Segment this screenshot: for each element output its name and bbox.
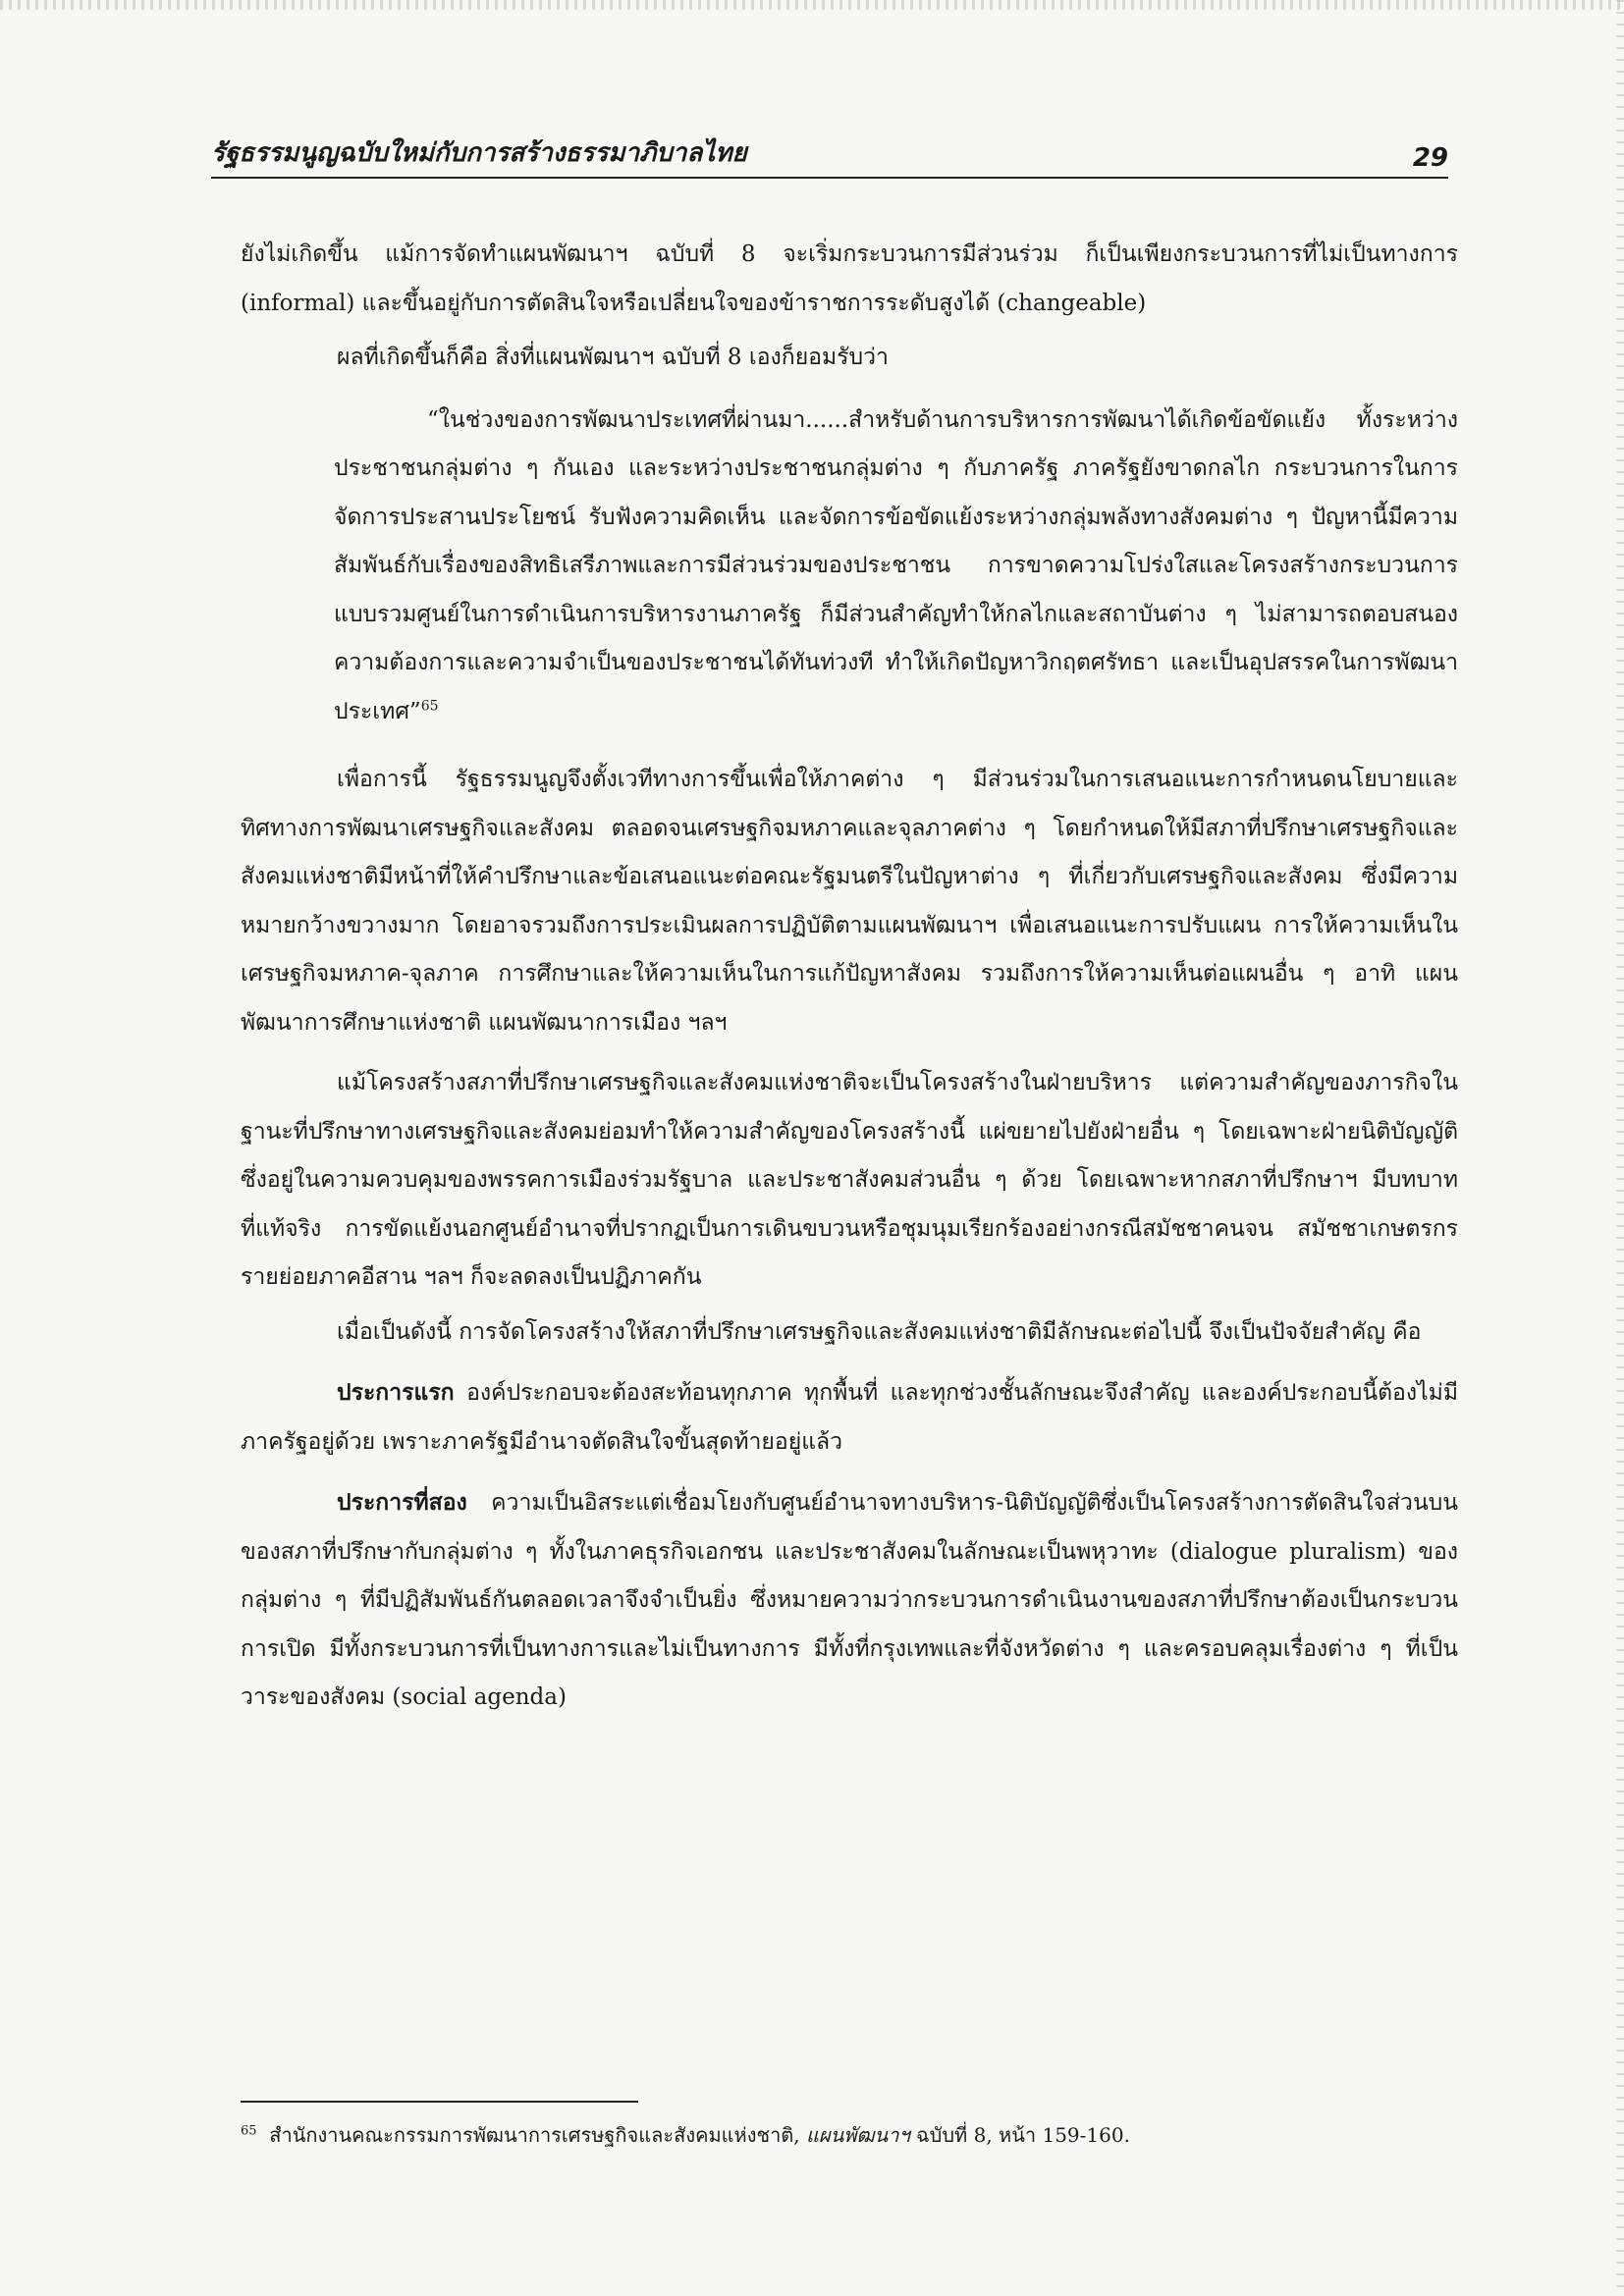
body-text xyxy=(241,231,1458,1723)
paragraph-7-lead: ประการที่สอง xyxy=(337,1489,467,1516)
paragraph-6-lead: ประการแรก xyxy=(337,1379,455,1406)
footnote-number: 65 xyxy=(241,2123,257,2139)
footnote-text-after: ฉบับที่ 8, หน้า 159-160. xyxy=(909,2123,1130,2147)
scan-edge-top xyxy=(0,0,1624,10)
running-header xyxy=(211,130,1448,173)
footnote-rule xyxy=(241,2101,638,2103)
page-number: 29 xyxy=(1412,143,1448,173)
header-rule xyxy=(211,177,1448,179)
block-quote xyxy=(334,397,1458,737)
paragraph-6-body: องค์ประกอบจะต้องสะท้อนทุกภาค ทุกพื้นที่ และทุกช่วงชั้นลักษณะจึงสำคัญ และองค์ประกอบนี้ต้องไม่มีภาครัฐอยู่ด้วย เพราะภาครัฐมีอำนาจตัดสินใจขั้นสุดท้ายอยู่แล้ว xyxy=(241,1380,1458,1455)
paragraph-5: เมื่อเป็นดังนี้ การจัดโครงสร้างให้สภาที่ปรึกษาเศรษฐกิจและสังคมแห่งชาติมีลักษณะต่อไปนี้ จึงเป็นปัจจัยสำคัญ คือ xyxy=(337,1318,1422,1345)
quote-body: “ในช่วงของการพัฒนาประเทศที่ผ่านมา......สำหรับด้านการบริหารการพัฒนาได้เกิดข้อขัดแย้ง ทั้งระหว่างประชาชนกลุ่มต่าง ๆ กันเอง และระหว่างประชาชนกลุ่มต่าง ๆ กับภาครัฐ ภาครัฐยังขาดกลไก กระบวนการในการจัดการประสานประโยชน์ รับฟังความคิดเห็น และจัดการข้อขัดแย้งระหว่างกลุ่มพลังทางสังคมต่าง ๆ ปัญหานี้มีความสัมพันธ์กับเรื่องของสิทธิเสรีภาพและการมีส่วนร่วมของประชาชน การขาดความโปร่งใสและโครงสร้างกระบวนการแบบรวมศูนย์ในการดำเนินการบริหารงานภาครัฐ ก็มีส่วนสำคัญทำให้กลไกและสถาบันต่าง ๆ ไม่สามารถตอบสนองความต้องการและความจำเป็นของประชาชนได้ทันท่วงที ทำให้เกิดปัญหาวิกฤตศรัทธา และเป็นอุปสรรคในการพัฒนาประเทศ” xyxy=(334,406,1458,724)
paragraph-6 xyxy=(241,1368,1458,1467)
footnote-title: แผนพัฒนาฯ xyxy=(806,2123,910,2147)
header-title: รัฐธรรมนูญฉบับใหม่กับการสร้างธรรมาภิบาลไทย xyxy=(211,138,747,168)
paragraph-1: ยังไม่เกิดขึ้น แม้การจัดทำแผนพัฒนาฯ ฉบับที่ 8 จะเริ่มกระบวนการมีส่วนร่วม ก็เป็นเพียงกระบวนการที่ไม่เป็นทางการ (informal) และขึ้นอยู่กับการตัดสินใจหรือเปลี่ยนใจของข้าราชการระดับสูงได้ (changeable) xyxy=(241,241,1458,316)
paragraph-3: เพื่อการนี้ รัฐธรรมนูญจึงตั้งเวทีทางการขึ้นเพื่อให้ภาคต่าง ๆ มีส่วนร่วมในการเสนอแนะการกำหนดนโยบายและทิศทางการพัฒนาเศรษฐกิจและสังคม ตลอดจนเศรษฐกิจมหภาคและจุลภาคต่าง ๆ โดยกำหนดให้มีสภาที่ปรึกษาเศรษฐกิจและสังคมแห่งชาติมีหน้าที่ให้คำปรึกษาและข้อเสนอแนะต่อคณะรัฐมนตรีในปัญหาต่าง ๆ ที่เกี่ยวกับเศรษฐกิจและสังคม ซึ่งมีความหมายกว้างขวางมาก โดยอาจรวมถึงการประเมินผลการปฏิบัติตามแผนพัฒนาฯ เพื่อเสนอแนะการปรับแผน การให้ความเห็นในเศรษฐกิจมหภาค-จุลภาค การศึกษาและให้ความเห็นในการแก้ปัญหาสังคม รวมถึงการให้ความเห็นต่อแผนอื่น ๆ อาทิ แผนพัฒนาการศึกษาแห่งชาติ แผนพัฒนาการเมือง ฯลฯ xyxy=(241,767,1458,1036)
footnote-text-before: สำนักงานคณะกรรมการพัฒนาการเศรษฐกิจและสังคมแห่งชาติ, xyxy=(269,2123,807,2147)
footnote xyxy=(241,2115,1458,2155)
quote-text xyxy=(334,397,1458,737)
paragraph-7 xyxy=(241,1478,1458,1723)
paragraph-7-body: ความเป็นอิสระแต่เชื่อมโยงกับศูนย์อำนาจทางบริหาร-นิติบัญญัติซึ่งเป็นโครงสร้างการตัดสินใจส่วนบนของสภาที่ปรึกษากับกลุ่มต่าง ๆ ทั้งในภาคธุรกิจเอกชน และประชาสังคมในลักษณะเป็นพหุวาทะ (dialogue pluralism) ของกลุ่มต่าง ๆ ที่มีปฏิสัมพันธ์กันตลอดเวลาจึงจำเป็นยิ่ง ซึ่งหมายความว่ากระบวนการดำเนินงานของสภาที่ปรึกษาต้องเป็นกระบวนการเปิด มีทั้งกระบวนการที่เป็นทางการและไม่เป็นทางการ มีทั้งที่กรุงเทพและที่จังหวัดต่าง ๆ และครอบคลุมเรื่องต่าง ๆ ที่เป็นวาระของสังคม (social agenda) xyxy=(241,1490,1458,1710)
scan-edge-right xyxy=(1616,0,1624,2296)
paragraph-2: ผลที่เกิดขึ้นก็คือ สิ่งที่แผนพัฒนาฯ ฉบับที่ 8 เองก็ยอมรับว่า xyxy=(337,345,889,370)
paragraph-4: แม้โครงสร้างสภาที่ปรึกษาเศรษฐกิจและสังคมแห่งชาติจะเป็นโครงสร้างในฝ่ายบริหาร แต่ความสำคัญของภารกิจในฐานะที่ปรึกษาทางเศรษฐกิจและสังคมย่อมทำให้ความสำคัญของโครงสร้างนี้ แผ่ขยายไปยังฝ่ายอื่น ๆ โดยเฉพาะฝ่ายนิติบัญญัติซึ่งอยู่ในความควบคุมของพรรคการเมืองร่วมรัฐบาล และประชาสังคมส่วนอื่น ๆ ด้วย โดยเฉพาะหากสภาที่ปรึกษาฯ มีบทบาทที่แท้จริง การขัดแย้งนอกศูนย์อำนาจที่ปรากฏเป็นการเดินขบวนหรือชุมนุมเรียกร้องอย่างกรณีสมัชชาคนจน สมัชชาเกษตรกรรายย่อยภาคอีสาน ฯลฯ ก็จะลดลงเป็นปฏิภาคกัน xyxy=(241,1070,1458,1290)
quote-footnote-ref[interactable]: 65 xyxy=(420,697,439,714)
